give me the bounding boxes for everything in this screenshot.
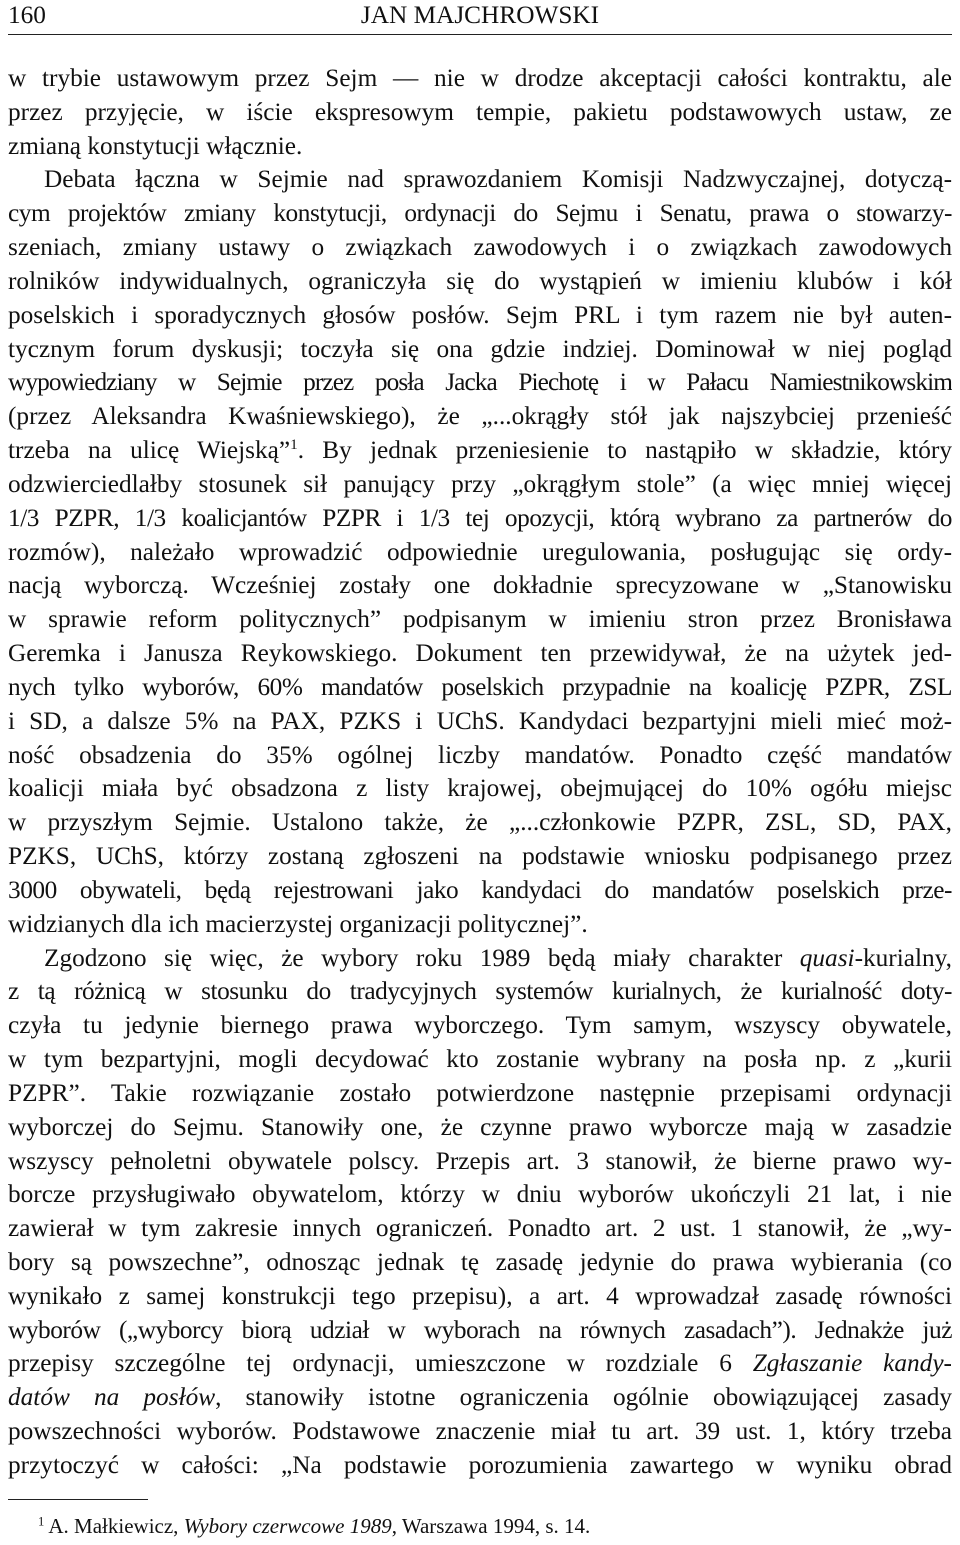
line-text: 1/3 PZPR, 1/3 koalicjantów PZPR i 1/3 tej opozycji, którą wybrano za partnerów do — [8, 503, 952, 532]
line-text: Debata łączna w Sejmie nad sprawozdaniem Komisji Nadzwyczajnej, dotyczą- — [44, 165, 952, 194]
line-text: trzeba na ulicę Wiejską” — [8, 436, 291, 465]
line-text: zawierał w tym zakresie innych ograniczeń. Ponadto art. 2 ust. 1 stanowił, że „wy- — [8, 1214, 952, 1243]
line-text: wyborów („wyborcy biorą udział w wyborach na równych zasadach”). Jednakże już — [8, 1315, 952, 1344]
text-line — [8, 1009, 952, 1043]
line-text: PZKS, UChS, którzy zostaną zgłoszeni na podstawie wniosku podpisanego przez — [8, 842, 952, 871]
text-line — [8, 569, 952, 603]
text-line — [8, 366, 952, 400]
footnote-title: Wybory czerwcowe 1989 — [183, 1514, 392, 1538]
line-text: (przez Aleksandra Kwaśniewskiego), że „...okrągły stół jak najszybciej przenieść — [8, 402, 952, 431]
line-text: przepisy szczególne tej ordynacji, umieszczone w rozdziale 6 — [8, 1349, 753, 1378]
line-text: tycznym forum dyskusji; toczyła się ona gdzie indziej. Dominował w niej pogląd — [8, 334, 952, 363]
line-text: cym projektów zmiany konstytucji, ordynacji do Sejmu i Senatu, prawa o stowarzy- — [8, 199, 952, 228]
text-line — [8, 806, 952, 840]
running-head-author: JAN MAJCHROWSKI — [360, 1, 600, 29]
text-line — [8, 1280, 952, 1314]
text-line — [8, 130, 952, 164]
text-line — [8, 1314, 952, 1348]
footnote-author: A. Małkiewicz, — [48, 1514, 184, 1538]
line-text: Zgodzono się więc, że wybory roku 1989 będą miały charakter — [44, 943, 800, 972]
line-text: wszyscy pełnoletni obywatele polscy. Przepis art. 3 stanowił, że bierne prawo wy- — [8, 1146, 952, 1175]
footnote — [38, 1512, 590, 1540]
line-text: borcze przysługiwało obywatelom, którzy w dniu wyborów ukończyli 21 lat, i nie — [8, 1180, 952, 1209]
line-text: w tym bezpartyjni, mogli decydować kto zostanie wybrany na posła np. z „kurii — [8, 1045, 952, 1074]
line-text: 3000 obywateli, będą rejestrowani jako kandydaci do mandatów poselskich prze- — [8, 875, 952, 904]
line-text: w trybie ustawowym przez Sejm — nie w drodze akceptacji całości kontraktu, ale — [8, 64, 952, 92]
running-header — [8, 0, 952, 35]
text-line — [8, 1347, 952, 1381]
text-line — [8, 163, 952, 197]
text-line — [8, 434, 952, 468]
text-line — [8, 197, 952, 231]
line-text: w sprawie reform politycznych” podpisanym w imieniu stron przez Bronisława — [8, 605, 952, 634]
line-text: i SD, a dalsze 5% na PAX, PZKS i UChS. Kandydaci bezpartyjni mieli mieć moż- — [8, 706, 952, 735]
text-line — [8, 62, 952, 96]
text-line — [8, 1178, 952, 1212]
text-line — [8, 1111, 952, 1145]
line-italic: datów na posłów — [8, 1383, 216, 1412]
body-text — [8, 62, 952, 1483]
line-text: powszechności wyborów. Podstawowe znaczenie miał tu art. 39 ust. 1, który trzeba — [8, 1417, 952, 1446]
line-text: nych tylko wyborów, 60% mandatów poselskich przypadnie na koalicję PZPR, ZSL — [8, 672, 952, 701]
text-line — [8, 1212, 952, 1246]
footnote-ref: 1 — [290, 436, 298, 454]
text-line — [8, 231, 952, 265]
footnote-rest: , Warszawa 1994, s. 14. — [391, 1514, 591, 1538]
text-line — [8, 1043, 952, 1077]
line-text: z tą różnicą w stosunku do tradycyjnych systemów kurialnych, że kurialność doty- — [8, 977, 952, 1006]
text-line — [8, 333, 952, 367]
text-line — [8, 1415, 952, 1449]
text-line — [8, 603, 952, 637]
line-text: czyła tu jedynie biernego prawa wyborczego. Tym samym, wszyscy obywatele, — [8, 1011, 952, 1040]
text-line — [8, 942, 952, 976]
text-line — [8, 502, 952, 536]
line-text: wypowiedziany w Sejmie przez posła Jacka Piechotę i w Pałacu Namiestnikowskim — [8, 368, 952, 397]
text-line — [8, 299, 952, 333]
text-line — [8, 705, 952, 739]
text-line — [8, 265, 952, 299]
line-text: bory są powszechne”, odnosząc jednak tę zasadę jedynie do prawa wybierania (co — [8, 1247, 952, 1276]
line-text: odzwierciedlałby stosunek sił panujący przy „okrągłym stole” (a więc mniej więcej — [8, 469, 952, 498]
text-line — [8, 975, 952, 1009]
line-text: nacją wyborczą. Wcześniej zostały one dokładnie sprecyzowane w „Stanowisku — [8, 571, 952, 600]
text-line — [8, 1381, 952, 1415]
text-line — [8, 1246, 952, 1280]
line-text-cont: -kurialny, — [854, 943, 952, 972]
text-line — [8, 400, 952, 434]
line-text-cont: , stanowiły istotne ograniczenia ogólnie obowiązującej zasady — [215, 1383, 952, 1412]
line-italic: Zgłaszanie kandy- — [752, 1349, 952, 1378]
line-text: koalicji miała być obsadzona z listy krajowej, obejmującej do 10% ogółu miejsc — [8, 774, 952, 803]
line-text: poselskich i sporadycznych głosów posłów. Sejm PRL i tym razem nie był auten- — [8, 300, 952, 329]
footnote-separator — [8, 1499, 148, 1500]
line-text: w przyszłym Sejmie. Ustalono także, że „...członkowie PZPR, ZSL, SD, PAX, — [8, 808, 952, 837]
line-text-cont: . By jednak przeniesienie to nastąpiło w składzie, który — [297, 436, 952, 465]
line-text: przez przyjęcie, w iście ekspresowym tempie, pakietu podstawowych ustaw, ze — [8, 97, 952, 126]
line-text: zmianą konstytucji włącznie. — [8, 131, 303, 160]
text-line — [8, 874, 952, 908]
text-line — [8, 739, 952, 773]
text-line — [8, 96, 952, 130]
footnote-number: 1 — [38, 1514, 45, 1529]
text-line — [8, 772, 952, 806]
text-line — [8, 1145, 952, 1179]
line-text: przytoczyć w całości: „Na podstawie porozumienia zawartego w wyniku obrad — [8, 1450, 952, 1479]
line-text: widzianych dla ich macierzystej organizacji politycznej”. — [8, 909, 588, 938]
line-text: ność obsadzenia do 35% ogólnej liczby mandatów. Ponadto część mandatów — [8, 740, 952, 769]
text-line — [8, 908, 952, 942]
text-line — [8, 468, 952, 502]
line-text: wynikało z samej konstrukcji tego przepisu), a art. 4 wprowadzał zasadę równości — [8, 1281, 952, 1310]
text-line — [8, 671, 952, 705]
line-text: wyborczej do Sejmu. Stanowiły one, że czynne prawo wyborcze mają w zasadzie — [8, 1112, 952, 1141]
line-text: rozmów), należało wprowadzić odpowiednie uregulowania, posługując się ordy- — [8, 537, 952, 566]
text-line — [8, 536, 952, 570]
page-number: 160 — [8, 1, 46, 29]
line-text: Geremka i Janusza Reykowskiego. Dokument ten przewidywał, że na użytek jed- — [8, 639, 952, 668]
line-text: szeniach, zmiany ustawy o związkach zawodowych i o związkach zawodowych — [8, 233, 952, 262]
text-line — [8, 637, 952, 671]
line-text: PZPR”. Takie rozwiązanie zostało potwierdzone następnie przepisami ordynacji — [8, 1078, 952, 1107]
line-italic: quasi — [799, 943, 855, 972]
line-text: rolników indywidualnych, ograniczyła się do wystąpień w imieniu klubów i kół — [8, 266, 952, 295]
text-line — [8, 840, 952, 874]
text-line — [8, 1077, 952, 1111]
text-line — [8, 1449, 952, 1483]
